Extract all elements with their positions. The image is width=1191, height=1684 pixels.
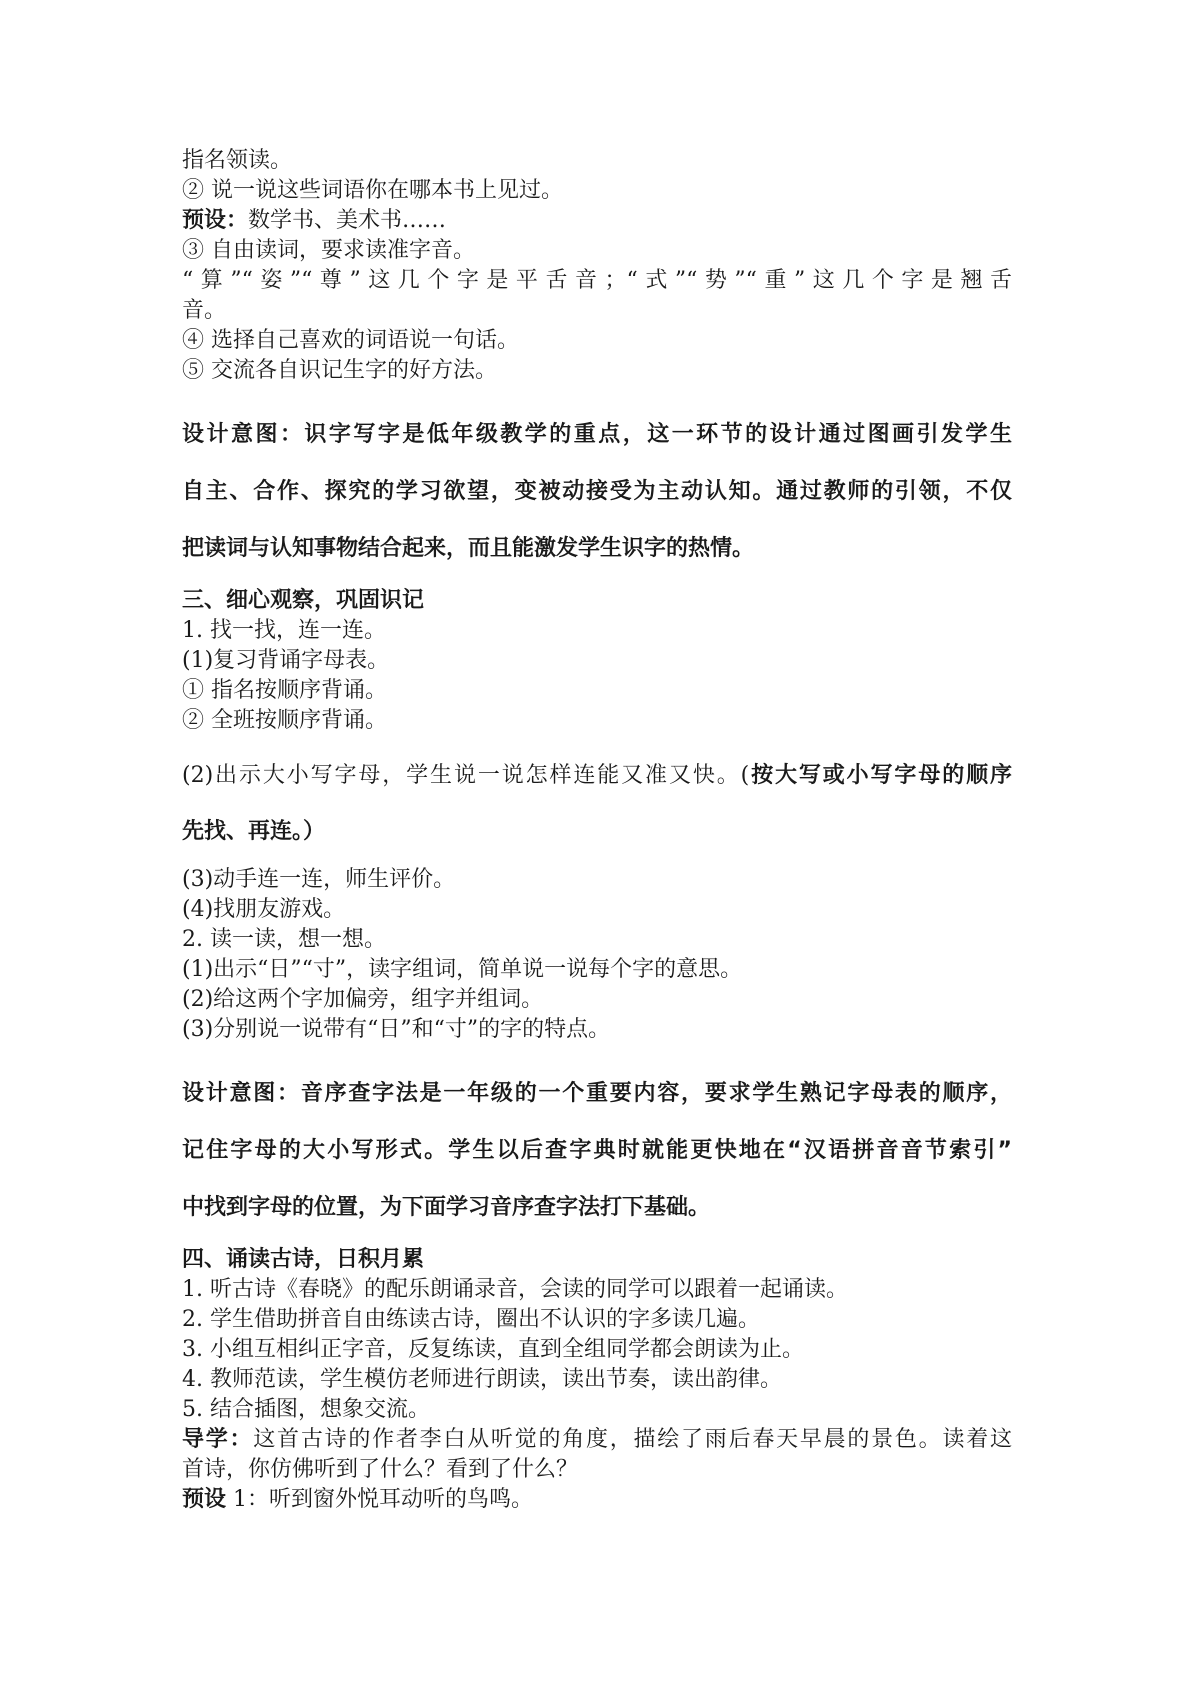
text-line: “算”“姿”“尊”这几个字是平舌音；“式”“势”“重”这几个字是翘舌 xyxy=(182,268,1012,293)
preset-text: 数学书、美术书…… xyxy=(248,208,447,233)
text-line: 音。 xyxy=(182,298,227,323)
text-line: (2)给这两个字加偏旁，组字并组词。 xyxy=(182,987,544,1012)
text-line: ⑤ 交流各自识记生字的好方法。 xyxy=(182,358,497,383)
text-line: ① 指名按顺序背诵。 xyxy=(182,678,387,703)
text-line: 5. 结合插图，想象交流。 xyxy=(182,1397,430,1422)
instruction-bold-text: 按大写或小写字母的顺序 xyxy=(749,763,1012,788)
text-line: ② 说一说这些词语你在哪本书上见过。 xyxy=(182,178,563,203)
text-line: 1. 找一找，连一连。 xyxy=(182,618,386,643)
preset-text: 1：听到窗外悦耳动听的鸟鸣。 xyxy=(226,1487,534,1512)
guide-text: 这首古诗的作者李白从听觉的角度，描绘了雨后春天早晨的景色。读着这 xyxy=(253,1427,1012,1452)
text-line: (3)动手连一连，师生评价。 xyxy=(182,867,456,892)
text-line: 4. 教师范读，学生模仿老师进行朗读，读出节奏，读出韵律。 xyxy=(182,1367,782,1392)
preset-label: 预设： xyxy=(182,208,249,233)
text-line xyxy=(182,1425,1012,1455)
text-line: ② 全班按顺序背诵。 xyxy=(182,708,387,733)
design-intent-line: 自主、合作、探究的学习欲望，变被动接受为主动认知。通过教师的引领，不仅 xyxy=(182,479,1012,504)
text-line: 2. 学生借助拼音自由练读古诗，圈出不认识的字多读几遍。 xyxy=(182,1307,760,1332)
text-line: (4)找朋友游戏。 xyxy=(182,897,346,922)
text-line: 3. 小组互相纠正字音，反复练读，直到全组同学都会朗读为止。 xyxy=(182,1337,804,1362)
guide-label: 导学： xyxy=(182,1427,254,1452)
design-intent-line: 设计意图：识字写字是低年级教学的重点，这一环节的设计通过图画引发学生 xyxy=(182,422,1012,447)
section-heading: 三、细心观察，巩固识记 xyxy=(182,588,425,613)
preset-label: 预设 xyxy=(182,1487,227,1512)
text-line: 2. 读一读，想一想。 xyxy=(182,927,386,952)
text-line: ④ 选择自己喜欢的词语说一句话。 xyxy=(182,328,519,353)
text-line xyxy=(182,206,446,236)
design-intent-line: 把读词与认知事物结合起来，而且能激发学生识字的热情。 xyxy=(182,536,755,561)
design-intent-line: 记住字母的大小写形式。学生以后查字典时就能更快地在“汉语拼音音节索引” xyxy=(182,1138,1012,1163)
text-line: 指名领读。 xyxy=(182,148,293,173)
text-line: (1)出示“日”“寸”，读字组词，简单说一说每个字的意思。 xyxy=(182,957,743,982)
text-line: 首诗，你仿佛听到了什么？看到了什么？ xyxy=(182,1457,579,1482)
design-intent-line: 设计意图：音序查字法是一年级的一个重要内容，要求学生熟记字母表的顺序， xyxy=(182,1081,1012,1106)
text-line xyxy=(182,1485,533,1515)
design-intent-line: 中找到字母的位置，为下面学习音序查字法打下基础。 xyxy=(182,1195,711,1220)
text-line: (1)复习背诵字母表。 xyxy=(182,648,390,673)
text-line: (3)分别说一说带有“日”和“寸”的字的特点。 xyxy=(182,1017,611,1042)
text-line: 1. 听古诗《春晓》的配乐朗诵录音，会读的同学可以跟着一起诵读。 xyxy=(182,1277,848,1302)
section-heading: 四、诵读古诗，日积月累 xyxy=(182,1247,425,1272)
instruction-text: (2)出示大小写字母，学生说一说怎样连能又准又快。( xyxy=(182,763,750,788)
text-line: 先找、再连。） xyxy=(182,819,326,844)
text-line: ③ 自由读词，要求读准字音。 xyxy=(182,238,475,263)
text-line xyxy=(182,761,1012,791)
